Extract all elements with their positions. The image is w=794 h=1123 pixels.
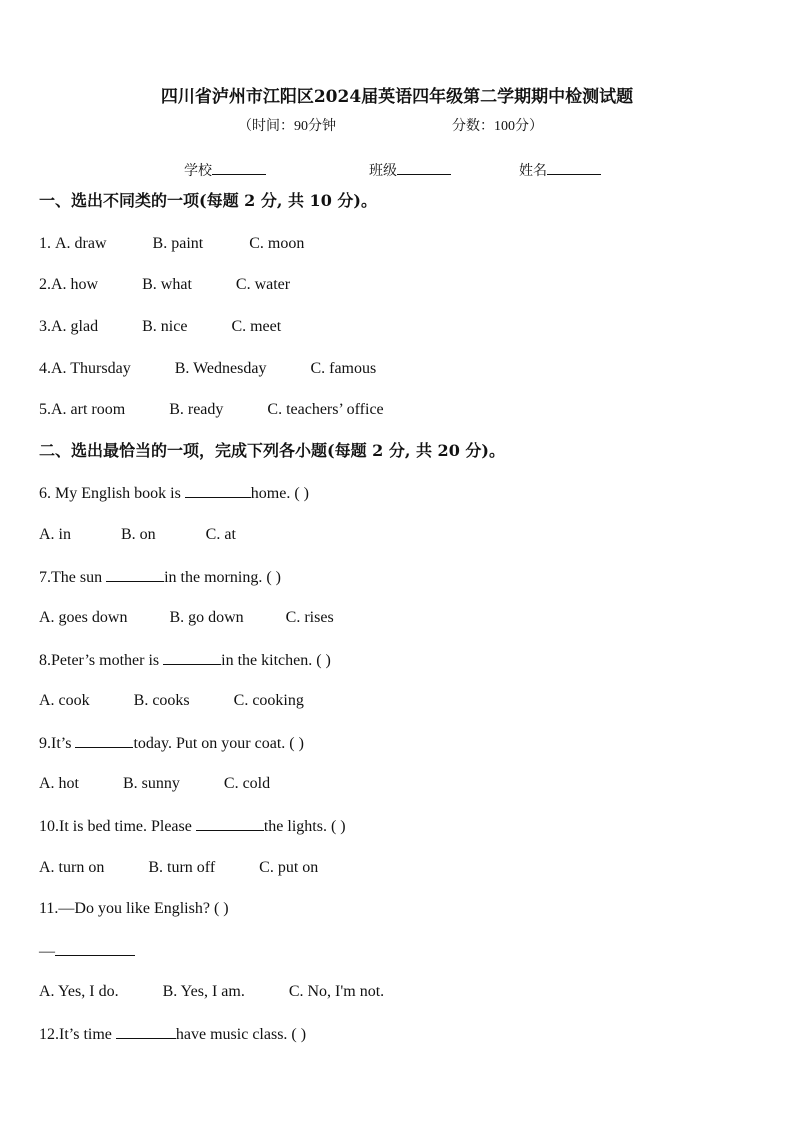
exam-score: 分数：100分）: [452, 119, 543, 134]
question-stem-end: have music class. ( ): [175, 1026, 307, 1043]
question-7: [39, 567, 281, 588]
option-b: B. sunny: [123, 775, 180, 792]
exam-title: 四川省泸州市江阳区2024届英语四年级第二学期期中检测试题: [160, 87, 634, 107]
question-7-options: [39, 608, 334, 628]
question-number: 4.: [39, 360, 51, 377]
option-a: A. art room: [51, 401, 126, 418]
option-b: B. what: [142, 276, 192, 293]
answer-blank[interactable]: [106, 567, 164, 582]
question-5: [39, 400, 384, 420]
school-blank[interactable]: [212, 160, 266, 175]
option-c: C. rises: [285, 609, 334, 626]
answer-blank[interactable]: [185, 483, 251, 498]
question-9: [39, 733, 304, 754]
class-field: [369, 160, 451, 181]
question-2: [39, 275, 290, 295]
question-12: [39, 1024, 306, 1045]
answer-blank[interactable]: [75, 733, 133, 748]
answer-blank[interactable]: [55, 941, 135, 956]
option-b: B. ready: [169, 401, 224, 418]
question-4: [39, 359, 376, 379]
question-stem-end: home. ( ): [250, 485, 309, 502]
option-a: A. Yes, I do.: [39, 983, 119, 1000]
option-c: C. put on: [259, 859, 319, 876]
option-b: B. paint: [152, 235, 204, 252]
question-stem-end: today. Put on your coat. ( ): [133, 735, 304, 752]
option-a: A. glad: [51, 318, 99, 335]
question-stem-start: 8.Peter’s mother is: [39, 652, 164, 669]
question-6: [39, 483, 309, 504]
name-blank[interactable]: [547, 160, 601, 175]
question-stem-end: in the morning. ( ): [164, 569, 281, 586]
question-number: 2.: [39, 276, 51, 293]
question-6-options: [39, 525, 236, 545]
option-b: B. Yes, I am.: [162, 983, 245, 1000]
dash: —: [39, 943, 55, 960]
question-9-options: [39, 774, 270, 794]
question-stem-end: in the kitchen. ( ): [221, 652, 331, 669]
option-a: A. Thursday: [51, 360, 131, 377]
question-number: 1.: [39, 235, 55, 252]
question-11-options: [39, 982, 384, 1002]
option-a: A. goes down: [39, 609, 128, 626]
answer-blank[interactable]: [163, 650, 221, 665]
option-c: C. famous: [310, 360, 377, 377]
option-b: B. on: [121, 526, 156, 543]
option-b: B. cooks: [133, 692, 190, 709]
option-c: C. cold: [223, 775, 271, 792]
option-a: A. hot: [39, 775, 79, 792]
question-number: 5.: [39, 401, 51, 418]
option-b: B. nice: [142, 318, 188, 335]
option-a: A. in: [39, 526, 71, 543]
question-8-options: [39, 691, 304, 711]
exam-time: （时间：90分钟: [238, 119, 336, 134]
option-a: A. draw: [55, 235, 107, 252]
question-stem-start: 6. My English book is: [39, 485, 185, 502]
name-label: 姓名: [519, 164, 547, 179]
section2-heading: 二、选出最恰当的一项，完成下列各小题(每题 2 分, 共 20 分)。: [39, 441, 505, 460]
option-c: C. water: [235, 276, 291, 293]
question-10: [39, 816, 346, 837]
question-stem-start: 9.It’s: [39, 735, 76, 752]
option-b: B. turn off: [148, 859, 216, 876]
option-c: C. cooking: [233, 692, 304, 709]
class-blank[interactable]: [397, 160, 451, 175]
question-11-answer-line: [39, 941, 135, 962]
option-b: B. Wednesday: [174, 360, 267, 377]
option-a: A. turn on: [39, 859, 105, 876]
option-a: A. how: [51, 276, 99, 293]
question-stem-end: the lights. ( ): [263, 818, 346, 835]
class-label: 班级: [369, 164, 397, 179]
answer-blank[interactable]: [196, 816, 264, 831]
question-number: 3.: [39, 318, 51, 335]
answer-blank[interactable]: [116, 1024, 176, 1039]
question-11: 11.—Do you like English? ( ): [39, 900, 229, 917]
option-a: A. cook: [39, 692, 90, 709]
name-field: [519, 160, 601, 181]
question-stem-start: 7.The sun: [39, 569, 107, 586]
option-c: C. meet: [231, 318, 282, 335]
option-c: C. teachers’ office: [267, 401, 384, 418]
section1-heading: 一、选出不同类的一项(每题 2 分, 共 10 分)。: [39, 191, 377, 210]
option-b: B. go down: [169, 609, 244, 626]
question-1: [39, 234, 304, 254]
question-stem-start: 10.It is bed time. Please: [39, 818, 196, 835]
school-label: 学校: [184, 164, 212, 179]
question-stem-start: 12.It’s time: [39, 1026, 116, 1043]
question-10-options: [39, 858, 318, 878]
option-c: C. at: [205, 526, 236, 543]
question-8: [39, 650, 331, 671]
option-c: C. moon: [249, 235, 305, 252]
school-field: [184, 160, 266, 181]
question-3: [39, 317, 281, 337]
option-c: C. No, I'm not.: [288, 983, 385, 1000]
